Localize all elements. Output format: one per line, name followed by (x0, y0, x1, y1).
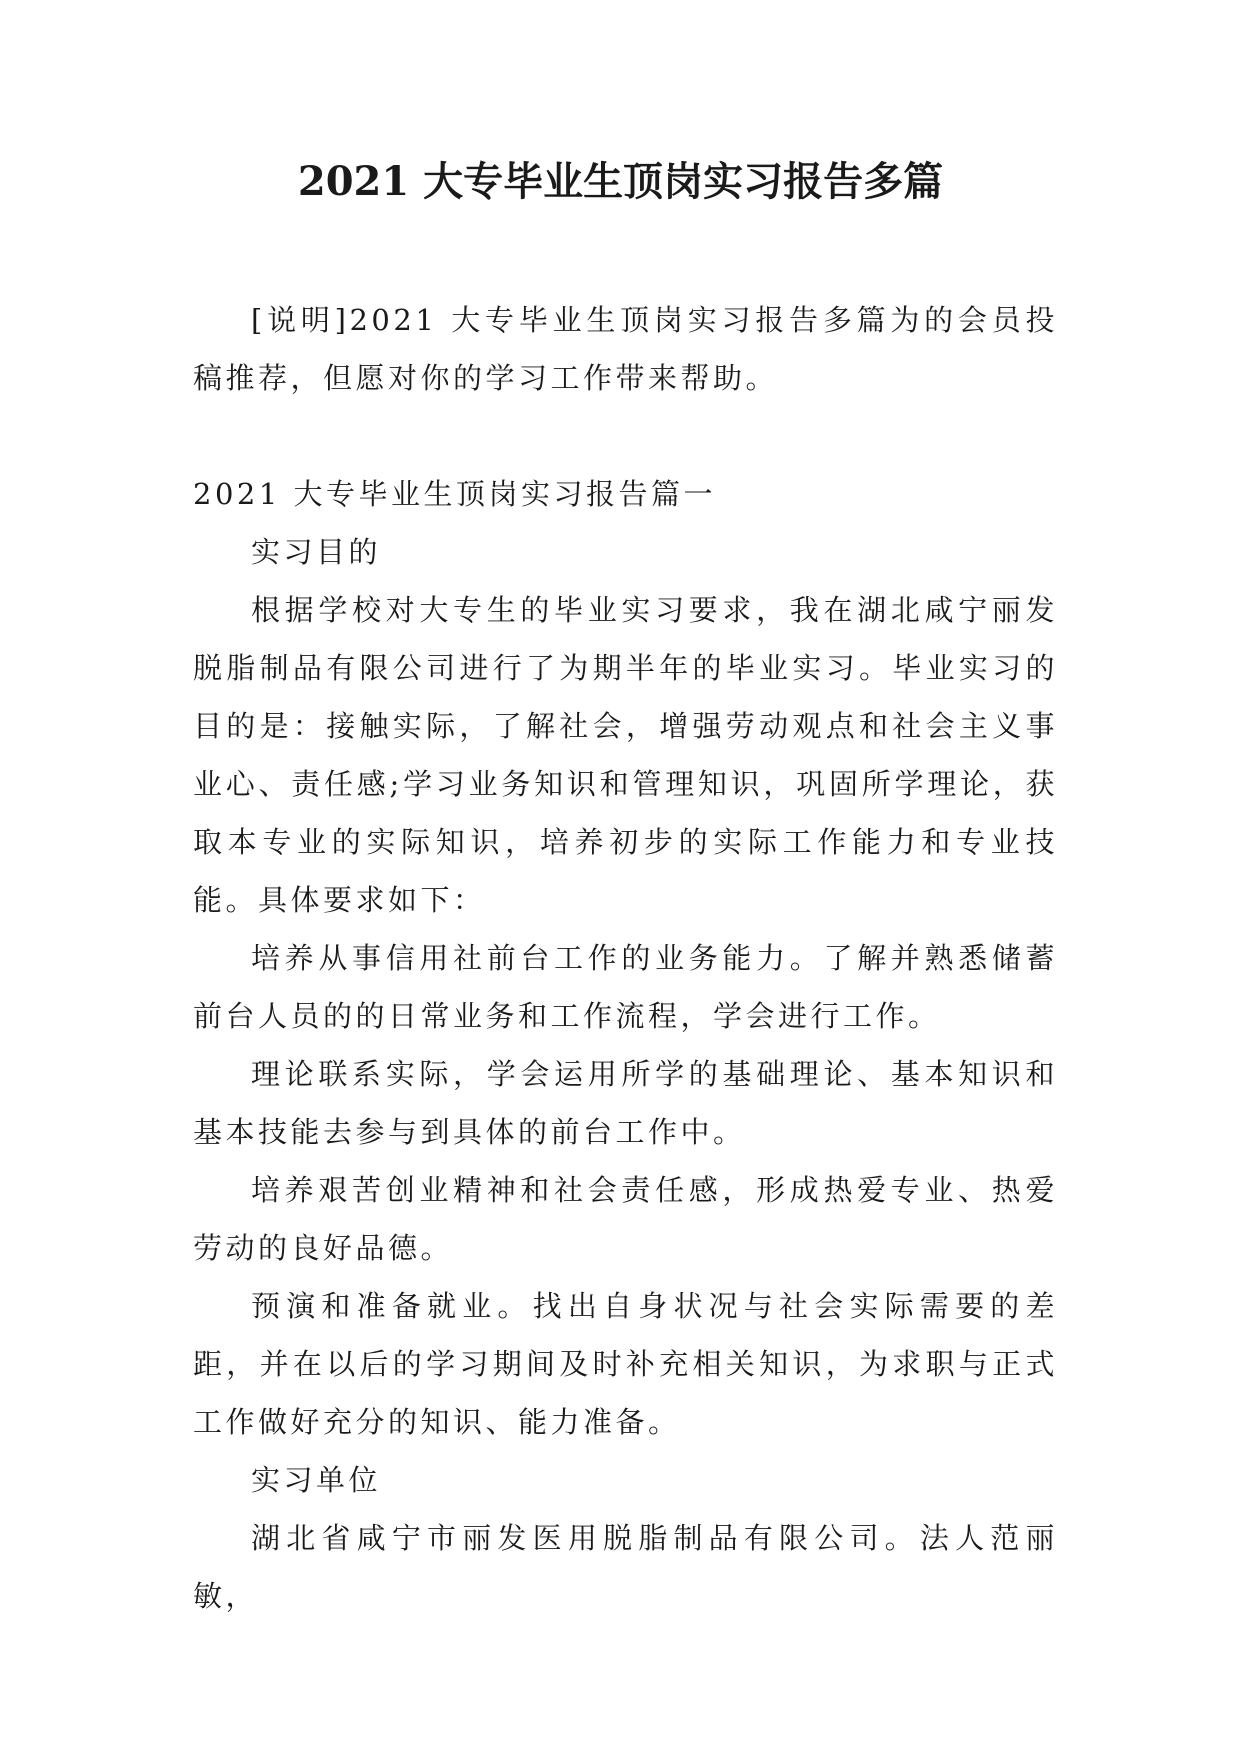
body-paragraph: 根据学校对大专生的毕业实习要求，我在湖北咸宁丽发脱脂制品有限公司进行了为期半年的毕业实习。毕业实习的目的是：接触实际，了解社会，增强劳动观点和社会主义事业心、责任感;学习业务知识和管理知识，巩固所学理论，获取本专业的实际知识，培养初步的实际工作能力和专业技能。具体要求如下： (193, 593, 1058, 917)
paragraph-spacer (193, 407, 1058, 465)
section-heading: 2021 大专毕业生顶岗实习报告篇一 (193, 477, 717, 511)
intro-paragraph: [说明]2021 大专毕业生顶岗实习报告多篇为的会员投稿推荐，但愿对你的学习工作带来帮助。 (193, 303, 1058, 395)
document-body (193, 291, 1058, 1625)
subheading-purpose: 实习目的 (251, 535, 382, 569)
body-paragraph: 湖北省咸宁市丽发医用脱脂制品有限公司。法人范丽敏， (193, 1521, 1058, 1613)
body-paragraph: 预演和准备就业。找出自身状况与社会实际需要的差距，并在以后的学习期间及时补充相关知识，为求职与正式工作做好充分的知识、能力准备。 (193, 1289, 1058, 1439)
body-paragraph: 培养艰苦创业精神和社会责任感，形成热爱专业、热爱劳动的良好品德。 (193, 1173, 1058, 1265)
document-title: 2021 大专毕业生顶岗实习报告多篇 (297, 158, 944, 205)
subheading-unit: 实习单位 (251, 1463, 382, 1497)
body-paragraph: 培养从事信用社前台工作的业务能力。了解并熟悉储蓄前台人员的的日常业务和工作流程，学会进行工作。 (193, 941, 1058, 1033)
body-paragraph: 理论联系实际，学会运用所学的基础理论、基本知识和基本技能去参与到具体的前台工作中。 (193, 1057, 1058, 1149)
